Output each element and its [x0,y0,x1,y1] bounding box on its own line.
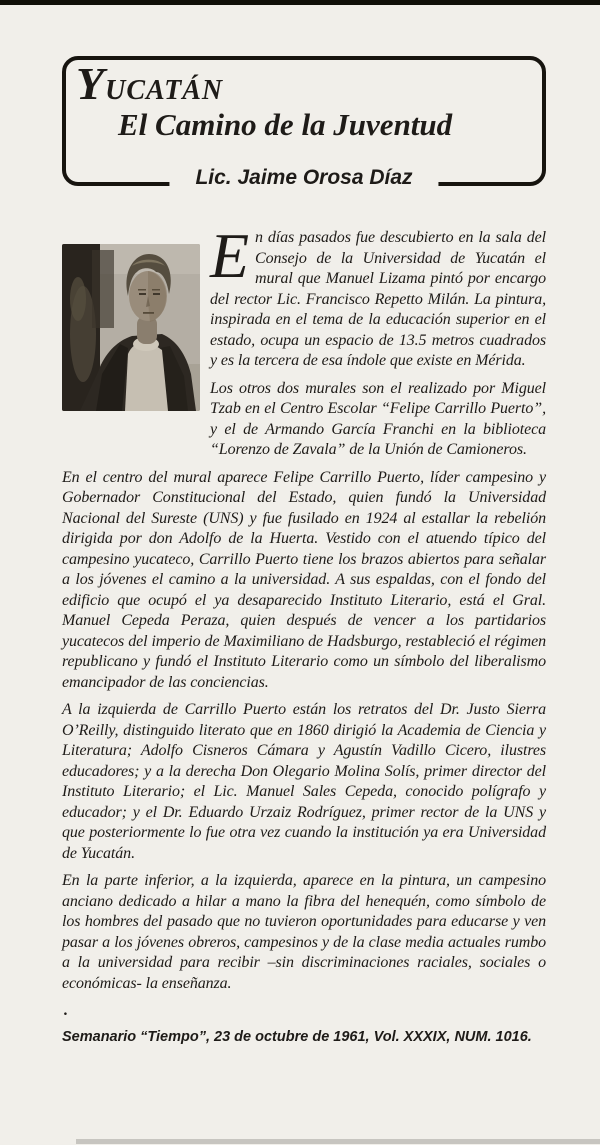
paragraph-1-text: n días pasados fue descubierto en la sala del Consejo de la Universidad de Yucatán el mural que Manuel Lizama pintó por encargo del rector Lic. Francisco Repetto Milán. La pintura, inspirada en el tema de la educación superior en el estado, ocupa un espacio de 13.5 metros cuadrados y es la tercera de esa índole que existe en Mérida. [210,229,546,369]
author-name: Lic. Jaime Orosa Díaz [169,165,438,190]
title-box [62,56,546,189]
drop-cap: E [210,220,249,291]
paragraph-3: En el centro del mural aparece Felipe Carrillo Puerto, líder campesino y Gobernador Constitucional del Estado, quien fundó la Universidad Nacional del Sureste (UNS) y fue fusilado en 1924 al estallar la rebelión dirigida por don Adolfo de la Huerta. Vestido con el atuendo típico del campesino yucateco, Carrillo Puerto tiene los brazos abiertos para señalar a los jóvenes el camino a la universidad. A sus espaldas, con el fondo del edificio que ocupó el ya desaparecido Instituto Literario, está el Gral. Manuel Cepeda Peraza, quien después de vencer a los partidarios yucatecos del imperio de Maximiliano de Hadsburgo, restableció el régimen republicano y fundó el Instituto Literario como un símbolo del liberalismo emancipador de las conciencias. [62,468,546,691]
stray-dot: . [64,1002,68,1019]
paragraph-2: Los otros dos murales son el realizado por Miguel Tzab en el Centro Escolar “Felipe Carrillo Puerto”, y el de Armando García Franchi en la biblioteca “Lorenzo de Zavala” de la Unión de Camioneros. [210,379,546,458]
portrait-photo [62,244,200,411]
paragraph-4: A la izquierda de Carrillo Puerto están los retratos del Dr. Justo Sierra O’Reilly, distinguido literato que en 1860 dirigió la Academia de Ciencia y Literatura; Adolfo Cisneros Cámara y Agustín Vadillo Cicero, ilustres educadores; y a la derecha Don Olegario Molina Solís, primer director del Instituto Literario; el Lic. Manuel Sales Cepeda, conocido polígrafo y educador; y el Dr. Eduardo Urzaiz Rodríguez, primer rector de la UNS y que posteriormente lo fue otra vez cuando la institución ya era Universidad de Yucatán. [62,701,546,862]
page-title-rest: UCATÁN [105,75,224,106]
paragraph-5: En la parte inferior, a la izquierda, aparece en la pintura, un campesino anciano dedicado a hilar a mano la fibra del henequén, como símbolo de los hombres del pasado que no tuvieron oportunidades para educarse y ven pasar a los jóvenes obreros, campesinos y de la clase media actuales rumbo a la universidad para recibir –sin discriminaciones raciales, sociales o económicas- la enseñanza. [62,872,546,992]
page-title-initial: Y [76,58,106,109]
page-title [76,58,542,109]
page-subtitle: El Camino de la Juventud [118,107,453,142]
bottom-scan-edge [76,1139,600,1144]
article-body [62,220,546,1054]
source-footnote: Semanario “Tiempo”, 23 de octubre de 1961, Vol. XXXIX, NUM. 1016. [62,1029,532,1045]
top-scan-edge [0,0,600,5]
